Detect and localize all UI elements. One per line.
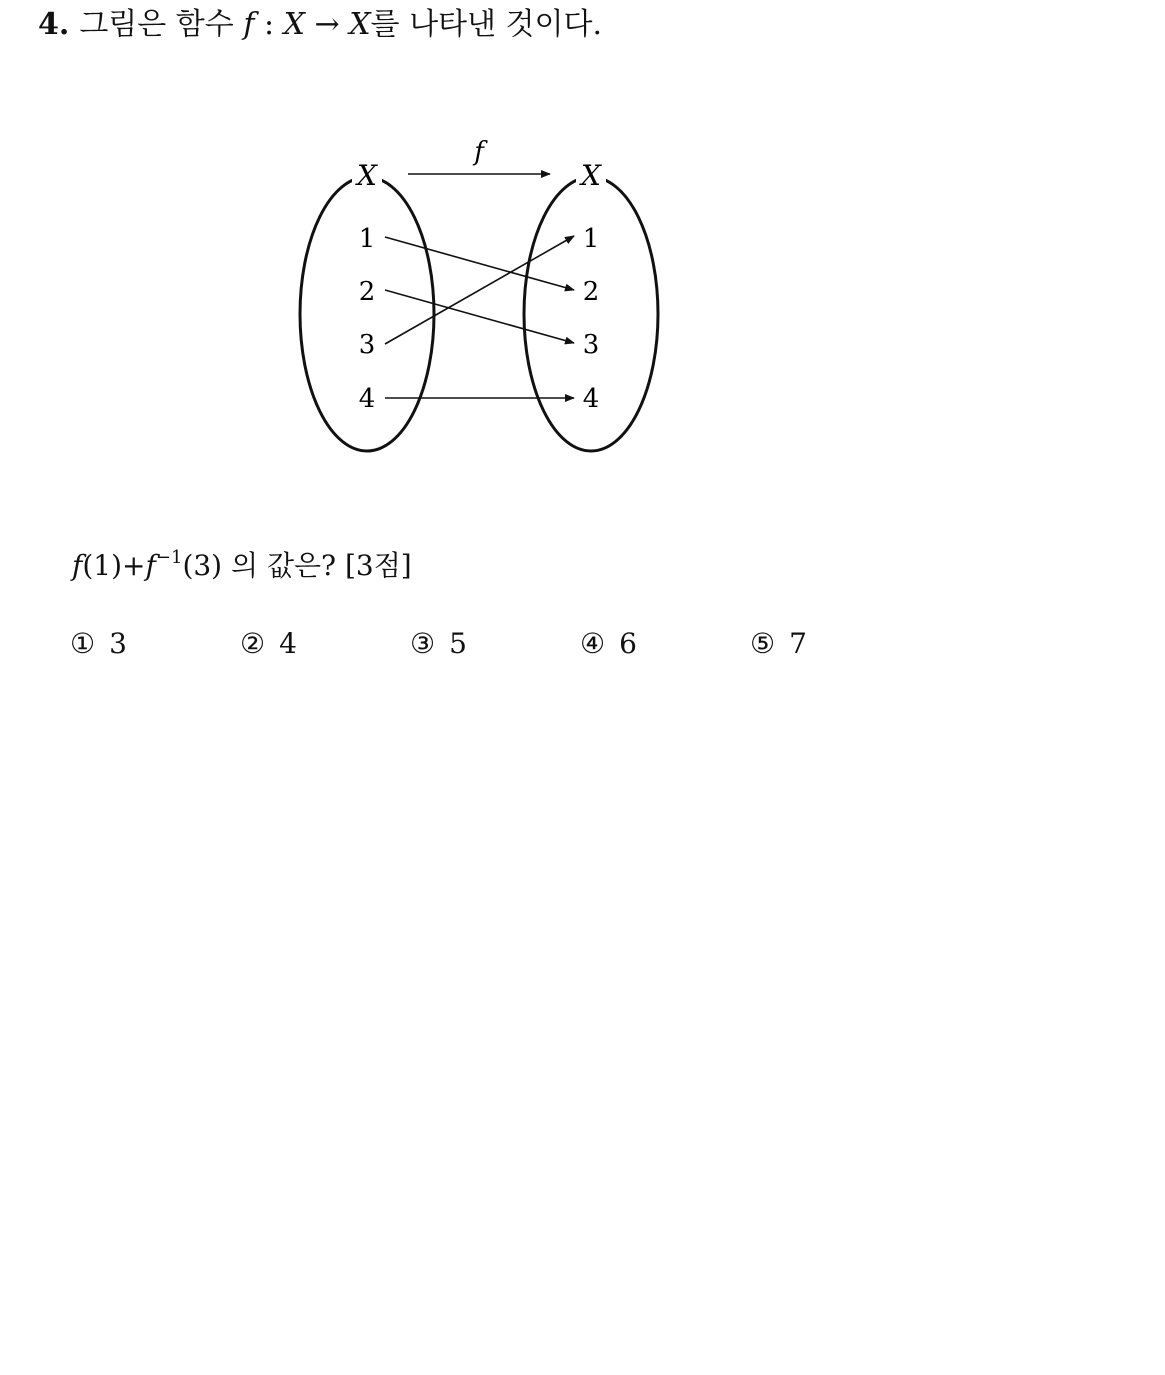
choice-5[interactable] [750, 622, 807, 666]
function-mapping-diagram [296, 124, 668, 460]
choice-3[interactable] [410, 622, 467, 666]
codomain-element-1: 1 [582, 224, 600, 254]
question-number: 4. [38, 7, 70, 42]
inverse-exponent: −1 [155, 547, 183, 568]
stem-text-before: 그림은 함수 [79, 7, 244, 42]
answer-choices [70, 622, 970, 666]
question-prompt: 의 값은? [3점] [222, 549, 412, 582]
choice-value: 5 [449, 627, 467, 660]
choice-marker: ① [70, 627, 96, 660]
function-f: f [72, 549, 83, 582]
choice-marker: ② [240, 627, 266, 660]
choice-value: 6 [619, 627, 637, 660]
domain-element-1: 1 [358, 224, 376, 254]
domain-label: X [357, 159, 377, 192]
mapping-arrow-2-to-3 [385, 290, 574, 343]
mapping-arrow-1-to-2 [385, 237, 574, 290]
set-x-domain: X [283, 7, 305, 42]
argument-3: (3) [182, 549, 223, 582]
function-arrow-label: f [474, 137, 484, 167]
mapping-arrow-3-to-1 [385, 236, 574, 344]
domain-element-3: 3 [358, 330, 376, 360]
sub-question [72, 536, 412, 588]
codomain-element-2: 2 [582, 277, 600, 307]
choice-marker: ④ [580, 627, 606, 660]
mapping-svg [296, 124, 668, 460]
function-symbol: f [243, 7, 255, 42]
choice-1[interactable] [70, 622, 127, 666]
codomain-element-4: 4 [582, 384, 600, 414]
stem-text-after: 를 나타낸 것이다. [370, 7, 603, 42]
choice-marker: ⑤ [750, 627, 776, 660]
set-x-codomain: X [349, 7, 371, 42]
inverse-function-f: f [145, 549, 156, 582]
choice-value: 7 [789, 627, 807, 660]
choice-2[interactable] [240, 622, 297, 666]
colon: : [254, 7, 284, 42]
question-stem [38, 4, 602, 46]
plus-sign: + [122, 549, 146, 582]
domain-element-2: 2 [358, 277, 376, 307]
domain-element-4: 4 [358, 384, 376, 414]
codomain-label: X [581, 159, 601, 192]
codomain-element-3: 3 [582, 330, 600, 360]
argument-1: (1) [82, 549, 123, 582]
choice-marker: ③ [410, 627, 436, 660]
choice-4[interactable] [580, 622, 637, 666]
arrow: → [304, 7, 350, 42]
choice-value: 4 [279, 627, 297, 660]
choice-value: 3 [109, 627, 127, 660]
